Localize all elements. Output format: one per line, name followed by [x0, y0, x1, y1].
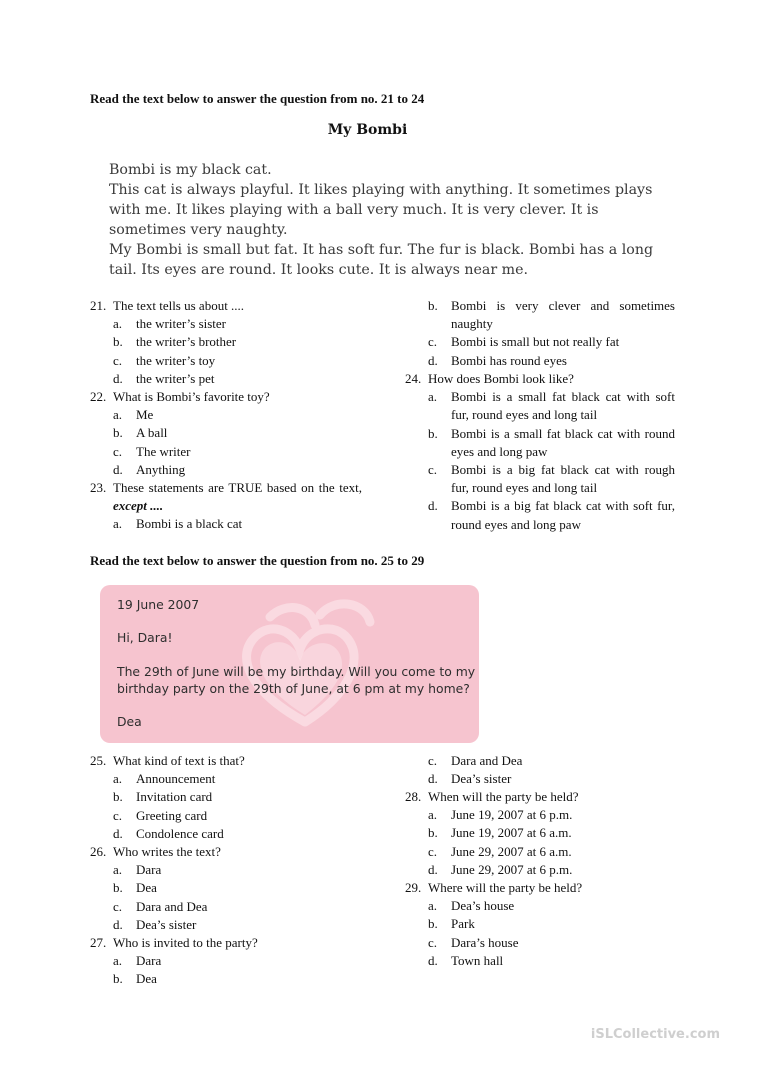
option-text: the writer’s pet	[136, 370, 215, 386]
answer-option[interactable]	[405, 297, 675, 333]
option-letter: a.	[428, 389, 438, 405]
question-text-part: These statements are TRUE based on the text,	[113, 480, 362, 495]
option-text: Dea’s house	[451, 898, 515, 914]
option-letter: a.	[113, 862, 123, 878]
question-number: 24.	[405, 371, 422, 386]
answer-option[interactable]	[405, 861, 675, 879]
option-text: Dara and Dea	[136, 898, 208, 914]
passage	[109, 160, 654, 280]
option-text: Dea’s sister	[451, 771, 512, 787]
question-27-continued	[405, 752, 675, 788]
card-signature: Dea	[117, 714, 142, 729]
question-text: Who writes the text?	[113, 844, 221, 859]
option-letter: a.	[113, 771, 123, 787]
watermark: iSLCollective.com	[590, 1027, 720, 1042]
option-text: Dara	[136, 953, 162, 969]
option-letter: a.	[113, 516, 123, 532]
answer-option[interactable]	[90, 443, 362, 461]
question-number: 27.	[90, 935, 107, 950]
question-text: Who is invited to the party?	[113, 935, 258, 950]
answer-option[interactable]	[405, 952, 675, 970]
question-emphasis: except ....	[113, 498, 164, 514]
answer-option[interactable]	[405, 752, 675, 770]
option-text: Dea	[136, 880, 157, 896]
option-letter: b.	[113, 334, 123, 350]
option-letter: c.	[428, 334, 438, 350]
option-letter: d.	[428, 952, 438, 968]
option-letter: d.	[113, 370, 123, 386]
option-text: The writer	[136, 443, 191, 459]
option-letter: c.	[428, 462, 438, 478]
option-text: Dara	[136, 862, 162, 878]
option-text: Dara’s house	[451, 934, 519, 950]
passage-paragraph: My Bombi is small but fat. It has soft fur. The fur is black. Bombi has a long tail. Its eyes are round. It looks cute. It is always near me.	[109, 242, 654, 278]
option-text: Bombi is a small fat black cat with round eyes and long paw	[451, 425, 675, 459]
question-number: 22.	[90, 389, 107, 404]
answer-option[interactable]	[90, 952, 362, 970]
answer-option[interactable]	[405, 897, 675, 915]
option-letter: a.	[113, 953, 123, 969]
answer-option[interactable]	[90, 406, 362, 424]
question-23-continued	[405, 297, 675, 370]
option-text: Bombi is a big fat black cat with soft fur, round eyes and long paw	[451, 498, 675, 532]
question-text	[113, 479, 362, 515]
question-number: 23.	[90, 480, 107, 495]
section1-instruction: Read the text below to answer the question from no. 21 to 24	[90, 91, 425, 106]
passage-paragraph: This cat is always playful. It likes playing with anything. It sometimes plays with me. It likes playing with a ball very much. It is very clever. It is sometimes very naughty.	[109, 182, 653, 238]
option-text: Dara and Dea	[451, 753, 523, 768]
question-27	[90, 934, 362, 989]
question-number: 25.	[90, 753, 107, 768]
option-letter: d.	[428, 498, 438, 514]
option-letter: c.	[113, 443, 123, 459]
option-letter: a.	[113, 407, 123, 423]
passage-title: My Bombi	[327, 122, 408, 138]
option-letter: b.	[428, 425, 438, 441]
answer-option[interactable]	[405, 497, 675, 533]
question-number: 28.	[405, 789, 422, 804]
question-26	[90, 843, 362, 934]
option-letter: b.	[113, 789, 123, 805]
option-letter: d.	[428, 861, 438, 877]
answer-option[interactable]	[90, 898, 362, 916]
option-text: Bombi is very clever and sometimes naughty	[451, 298, 675, 332]
option-letter: d.	[428, 771, 438, 787]
option-text: the writer’s toy	[136, 352, 216, 368]
answer-option[interactable]	[405, 352, 675, 370]
question-number: 26.	[90, 844, 107, 859]
question-number: 21.	[90, 298, 107, 313]
answer-option[interactable]	[90, 861, 362, 879]
answer-option[interactable]	[405, 425, 675, 461]
option-text: Invitation card	[136, 789, 213, 805]
answer-option[interactable]	[405, 806, 675, 824]
option-letter: b.	[113, 880, 123, 896]
option-letter: c.	[428, 843, 438, 859]
option-text: Me	[136, 407, 154, 423]
answer-option[interactable]	[405, 388, 675, 424]
question-text: What is Bombi’s favorite toy?	[113, 389, 270, 404]
option-letter: d.	[113, 461, 123, 477]
card-greeting: Hi, Dara!	[117, 630, 173, 645]
answer-option[interactable]	[90, 825, 362, 843]
answer-option[interactable]	[90, 879, 362, 897]
option-letter: c.	[113, 352, 123, 368]
question-number: 29.	[405, 880, 422, 895]
answer-option[interactable]	[90, 370, 362, 388]
answer-option[interactable]	[405, 843, 675, 861]
answer-option[interactable]	[405, 333, 675, 351]
option-text: Bombi has round eyes	[451, 352, 567, 368]
option-letter: b.	[113, 971, 123, 987]
option-letter: b.	[428, 825, 438, 841]
answer-option[interactable]	[90, 770, 362, 788]
answer-option[interactable]	[90, 515, 362, 533]
invitation-card	[100, 585, 479, 743]
option-text: June 29, 2007 at 6 a.m.	[451, 843, 572, 859]
option-text: Dea	[136, 971, 157, 987]
option-letter: a.	[428, 898, 438, 914]
question-23	[90, 479, 362, 534]
option-text: A ball	[136, 425, 168, 441]
answer-option[interactable]	[90, 807, 362, 825]
answer-option[interactable]	[405, 770, 675, 788]
option-text: Greeting card	[136, 807, 208, 823]
question-text: How does Bombi look like?	[428, 371, 574, 386]
option-letter: b.	[113, 425, 123, 441]
question-text: What kind of text is that?	[113, 753, 245, 768]
question-text: The text tells us about ....	[113, 298, 245, 313]
card-date: 19 June 2007	[117, 597, 200, 612]
passage-paragraph: Bombi is my black cat.	[109, 162, 272, 178]
answer-option[interactable]	[90, 788, 362, 806]
answer-option[interactable]	[90, 352, 362, 370]
option-text: June 19, 2007 at 6 p.m.	[451, 807, 573, 823]
option-letter: c.	[113, 807, 123, 823]
answer-option[interactable]	[90, 333, 362, 351]
section2-instruction: Read the text below to answer the question from no. 25 to 29	[90, 553, 425, 568]
question-21	[90, 297, 362, 388]
answer-option[interactable]	[405, 824, 675, 842]
option-text: Park	[451, 916, 475, 932]
option-text: the writer’s sister	[136, 316, 227, 332]
question-25	[90, 752, 362, 843]
option-letter: d.	[113, 916, 123, 932]
answer-option[interactable]	[90, 970, 362, 988]
option-letter: c.	[428, 753, 438, 768]
option-text: the writer’s brother	[136, 334, 237, 350]
answer-option[interactable]	[90, 315, 362, 333]
answer-option[interactable]	[90, 916, 362, 934]
question-24	[405, 370, 675, 534]
option-text: Condolence card	[136, 825, 224, 841]
option-text: Anything	[136, 461, 186, 477]
option-text: Bombi is small but not really fat	[451, 334, 620, 350]
option-letter: a.	[113, 316, 123, 332]
option-letter: a.	[428, 807, 438, 823]
option-letter: d.	[113, 825, 123, 841]
option-letter: d.	[428, 352, 438, 368]
option-text: Bombi is a black cat	[136, 516, 243, 532]
card-body-line: The 29th of June will be my birthday. Will you come to my	[117, 664, 476, 679]
option-text: June 19, 2007 at 6 a.m.	[451, 825, 572, 841]
question-22	[90, 388, 362, 479]
option-letter: b.	[428, 298, 438, 313]
option-letter: c.	[428, 934, 438, 950]
answer-option[interactable]	[405, 461, 675, 497]
question-text: Where will the party be held?	[428, 880, 583, 895]
option-text: Bombi is a big fat black cat with rough fur, round eyes and long tail	[451, 462, 675, 496]
answer-option[interactable]	[405, 915, 675, 933]
answer-option[interactable]	[90, 424, 362, 442]
option-text: Town hall	[451, 952, 504, 968]
answer-option[interactable]	[90, 461, 362, 479]
option-text: Announcement	[136, 771, 216, 787]
option-text: Dea’s sister	[136, 916, 197, 932]
question-text: When will the party be held?	[428, 789, 579, 804]
card-body-line: birthday party on the 29th of June, at 6 pm at my home?	[117, 681, 470, 696]
question-29	[405, 879, 675, 970]
answer-option[interactable]	[405, 934, 675, 952]
option-text: Bombi is a small fat black cat with soft fur, round eyes and long tail	[451, 389, 675, 423]
option-text: June 29, 2007 at 6 p.m.	[451, 861, 573, 877]
option-letter: c.	[113, 898, 123, 914]
question-28	[405, 788, 675, 879]
option-letter: b.	[428, 916, 438, 932]
